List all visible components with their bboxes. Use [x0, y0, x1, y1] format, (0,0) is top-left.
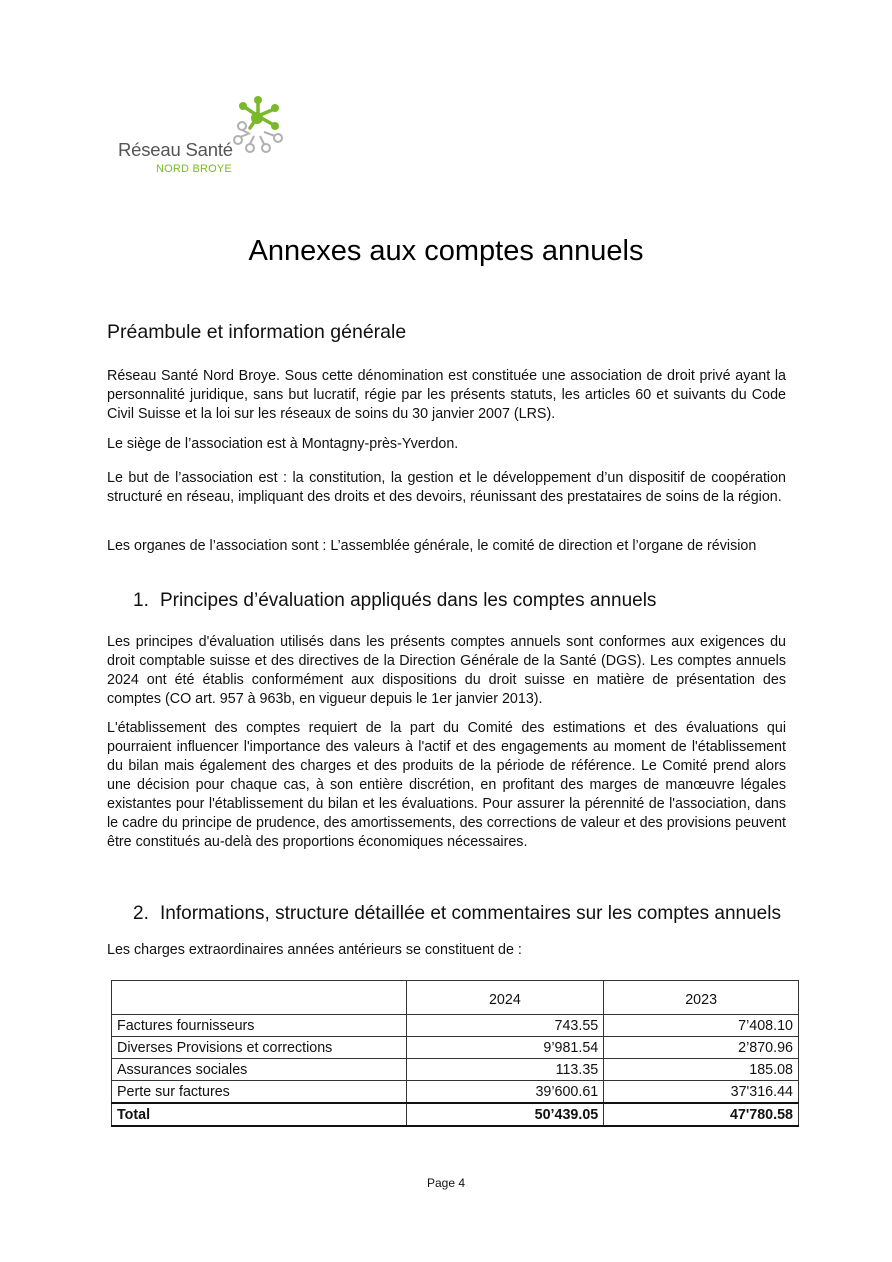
table-header-label [112, 981, 407, 1015]
section-2-heading [133, 903, 781, 925]
section-1-heading [133, 590, 656, 612]
row-value-2024: 9’981.54 [406, 1037, 604, 1059]
table-row [112, 1015, 799, 1037]
logo-subtitle: NORD BROYE [156, 163, 232, 175]
preamble-paragraph-4: Les organes de l’association sont : L’assemblée générale, le comité de direction et l’organe de révision [107, 538, 757, 554]
row-label: Factures fournisseurs [112, 1015, 407, 1037]
row-value-2023: 185.08 [604, 1059, 799, 1081]
page-title: Annexes aux comptes annuels [248, 235, 644, 267]
table-header-row [112, 981, 799, 1015]
organization-logo [116, 92, 296, 182]
total-label: Total [112, 1103, 407, 1126]
section-2-title: Informations, structure détaillée et commentaires sur les comptes annuels [160, 903, 781, 924]
preamble-paragraph-2: Le siège de l’association est à Montagny-près-Yverdon. [107, 436, 459, 452]
table-row [112, 1081, 799, 1104]
network-people-icon [228, 94, 288, 156]
table-row [112, 1037, 799, 1059]
preamble-heading: Préambule et information générale [107, 321, 407, 343]
section-2-intro: Les charges extraordinaires années antérieurs se constituent de : [107, 942, 522, 958]
section-1-paragraph-2: L'établissement des comptes requiert de la part du Comité des estimations et des évaluations qui pourraient influencer l'importance des valeurs à l'actif et des engagements au moment de l'établissement du bilan mais également des charges et des produits de la période de référence. Le Comité prend alors une décision pour chaque cas, à son entière discrétion, en profitant des marges de manœuvre légales existantes pour l'établissement du bilan et les évaluations. Pour assurer la pérennité de l'association, dans le cadre du principe de prudence, des amortissements, des corrections de valeur et des provisions peuvent être constitués au-delà des proportions économiques nécessaires. [107, 720, 786, 850]
row-value-2024: 113.35 [406, 1059, 604, 1081]
logo-name: Réseau Santé [118, 139, 233, 160]
row-label: Perte sur factures [112, 1081, 407, 1104]
section-1-paragraph-1: Les principes d'évaluation utilisés dans les présents comptes annuels sont conformes aux exigences du droit comptable suisse et des directives de la Direction Générale de la Santé (DGS). Les comptes annuels 2024 ont été établis conformément aux dispositions du droit suisse en matière de présentation des comptes (CO art. 957 à 963b, en vigueur depuis le 1er janvier 2013). [107, 634, 786, 707]
row-label: Assurances sociales [112, 1059, 407, 1081]
row-value-2023: 7’408.10 [604, 1015, 799, 1037]
row-label: Diverses Provisions et corrections [112, 1037, 407, 1059]
row-value-2024: 743.55 [406, 1015, 604, 1037]
total-value-2023: 47'780.58 [604, 1103, 799, 1126]
preamble-paragraph-3: Le but de l’association est : la constitution, la gestion et le développement d’un dispositif de coopération structuré en réseau, impliquant des droits et des devoirs, réunissant des prestataires de soins de la région. [107, 470, 786, 505]
table-header-2024: 2024 [406, 981, 604, 1015]
total-value-2024: 50’439.05 [406, 1103, 604, 1126]
section-2-number: 2. [133, 903, 149, 924]
section-1-number: 1. [133, 590, 149, 611]
section-1-title: Principes d’évaluation appliqués dans les comptes annuels [160, 590, 657, 611]
preamble-paragraph-1: Réseau Santé Nord Broye. Sous cette dénomination est constituée une association de droit privé ayant la personnalité juridique, sans but lucratif, régie par les présents statuts, les articles 60 et suivants du Code Civil Suisse et la loi sur les réseaux de soins du 30 janvier 2007 (LRS). [107, 368, 786, 422]
table-header-2023: 2023 [604, 981, 799, 1015]
row-value-2023: 2’870.96 [604, 1037, 799, 1059]
table-total-row [112, 1103, 799, 1126]
row-value-2024: 39’600.61 [406, 1081, 604, 1104]
extraordinary-charges-table [111, 980, 799, 1127]
page-number: Page 4 [426, 1176, 466, 1190]
table-row [112, 1059, 799, 1081]
row-value-2023: 37'316.44 [604, 1081, 799, 1104]
